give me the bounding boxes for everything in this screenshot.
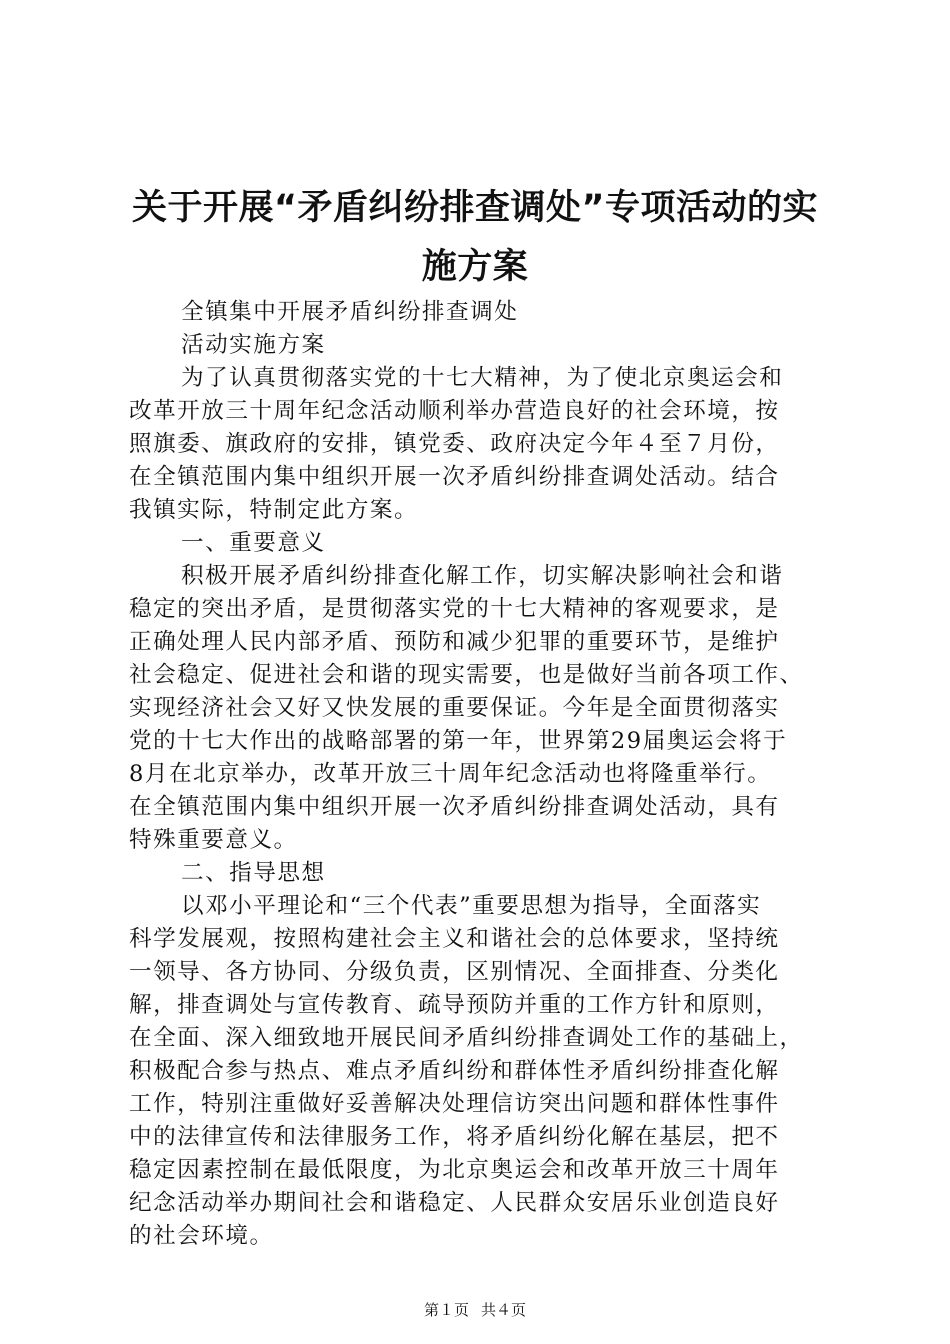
- paragraph-line: 我镇实际，特制定此方案。: [129, 497, 419, 523]
- paragraph-line: 稳定因素控制在最低限度，为北京奥运会和改革开放三十周年: [129, 1157, 780, 1183]
- paragraph-line: 中的法律宣传和法律服务工作，将矛盾纠纷化解在基层，把不: [129, 1124, 780, 1150]
- paragraph-line: 解，排查调处与宣传教育、疏导预防并重的工作方针和原则，: [129, 992, 780, 1018]
- paragraph-line: 科学发展观，按照构建社会主义和谐社会的总体要求，坚持统: [129, 926, 780, 952]
- paragraph-line: 特殊重要意义。: [129, 827, 298, 853]
- paragraph-line: 在全镇范围内集中组织开展一次矛盾纠纷排查调处活动。结合: [129, 464, 780, 490]
- paragraph-line: 积极开展矛盾纠纷排查化解工作，切实解决影响社会和谐: [181, 563, 784, 589]
- page-footer: [0, 1300, 950, 1320]
- subtitle-line-2: 活动实施方案: [181, 332, 326, 358]
- paragraph-line: 纪念活动举办期间社会和谐稳定、人民群众安居乐业创造良好: [129, 1190, 780, 1216]
- paragraph-line: 改革开放三十周年纪念活动顺利举办营造良好的社会环境，按: [129, 398, 780, 424]
- paragraph-line: 工作，特别注重做好妥善解决处理信访突出问题和群体性事件: [129, 1091, 780, 1117]
- paragraph-line: 党的十七大作出的战略部署的第一年，世界第29届奥运会将于: [129, 728, 788, 754]
- subtitle-line-1: 全镇集中开展矛盾纠纷排查调处: [181, 299, 519, 325]
- page-total: 共４页: [481, 1301, 527, 1319]
- page-number: 第１页: [423, 1301, 469, 1319]
- document-title-line-1: 关于开展“矛盾纠纷排查调处”专项活动的实: [131, 188, 818, 228]
- paragraph-line: 照旗委、旗政府的安排，镇党委、政府决定今年４至７月份，: [129, 431, 780, 457]
- paragraph-line: 的社会环境。: [129, 1223, 274, 1249]
- paragraph-line: 一领导、各方协同、分级负责，区别情况、全面排查、分类化: [129, 959, 780, 985]
- paragraph-line: 在全镇范围内集中组织开展一次矛盾纠纷排查调处活动，具有: [129, 794, 780, 820]
- paragraph-line: 稳定的突出矛盾，是贯彻落实党的十七大精神的客观要求，是: [129, 596, 780, 622]
- paragraph-line: 8月在北京举办，改革开放三十周年纪念活动也将隆重举行。: [129, 761, 772, 787]
- paragraph-line: 积极配合参与热点、难点矛盾纠纷和群体性矛盾纠纷排查化解: [129, 1058, 780, 1084]
- paragraph-line: 社会稳定、促进社会和谐的现实需要，也是做好当前各项工作、: [129, 662, 804, 688]
- paragraph-line: 在全面、深入细致地开展民间矛盾纠纷排查调处工作的基础上，: [129, 1025, 804, 1051]
- paragraph-line: 正确处理人民内部矛盾、预防和减少犯罪的重要环节，是维护: [129, 629, 780, 655]
- document-title-line-2: 施方案: [421, 247, 529, 287]
- paragraph-line: 为了认真贯彻落实党的十七大精神，为了使北京奥运会和: [181, 365, 784, 391]
- paragraph-line: 以邓小平理论和“三个代表”重要思想为指导，全面落实: [181, 893, 762, 919]
- paragraph-line: 实现经济社会又好又快发展的重要保证。今年是全面贯彻落实: [129, 695, 780, 721]
- section-heading-2: 二、指导思想: [181, 860, 326, 886]
- section-heading-1: 一、重要意义: [181, 530, 326, 556]
